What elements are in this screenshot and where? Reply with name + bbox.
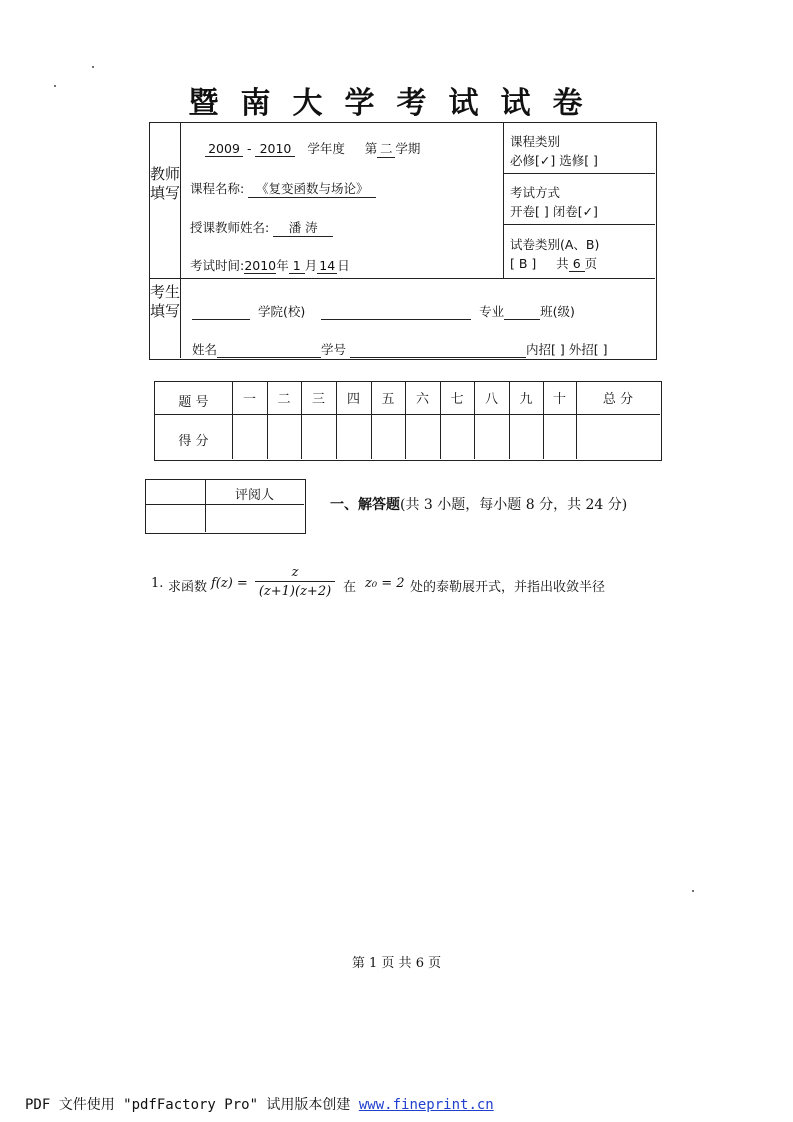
teacher-line	[190, 218, 333, 237]
course-type-label: 课程类别	[510, 134, 561, 149]
day-char: 日	[337, 258, 350, 273]
teacher-value: 潘 涛	[273, 218, 333, 237]
academic-year-line	[205, 139, 420, 158]
class-label: 班(级)	[540, 304, 575, 319]
grader-box	[145, 479, 306, 534]
paper-type-label: 试卷类别(A、B)	[510, 237, 600, 252]
name-line	[192, 340, 607, 358]
watermark-link[interactable]: www.fineprint.cn	[358, 1097, 494, 1113]
fraction-denominator: (z+1)(z+2)	[258, 584, 332, 599]
teacher-label: 授课教师姓名:	[190, 220, 270, 235]
month-char: 月	[304, 258, 318, 273]
exam-year: 2010	[244, 258, 277, 273]
score-table	[154, 381, 662, 461]
page-footer: 第 1 页 共 6 页	[351, 956, 442, 971]
exam-time-line	[190, 256, 350, 274]
course-type-options: 必修[✓] 选修[ ]	[510, 153, 598, 168]
course-name-value: 《复变函数与场论》	[248, 179, 376, 198]
question-prefix: 求函数	[168, 580, 208, 595]
fraction-bar	[255, 581, 335, 582]
score-header: 得 分	[178, 434, 209, 449]
section-heading: 一、解答题	[330, 497, 400, 513]
semester-suffix: 学期	[395, 141, 421, 156]
major-label: 专业	[479, 304, 505, 319]
grader-label: 评阅人	[234, 488, 274, 503]
question-number: 1.	[151, 576, 164, 591]
question-column-header: 七	[450, 392, 464, 407]
college-label: 学院(校)	[257, 304, 306, 319]
divider	[150, 278, 655, 279]
year-end: 2010	[255, 141, 295, 157]
course-name-line	[190, 179, 376, 198]
exam-mode-label: 考试方式	[510, 185, 561, 200]
expansion-point: z₀ = 2	[365, 576, 405, 591]
question-suffix: 处的泰勒展开式，并指出收敛半径	[410, 580, 606, 595]
at-word: 在	[343, 580, 357, 595]
question-column-header: 六	[415, 392, 429, 407]
question-number-header: 题 号	[178, 395, 209, 410]
pages-prefix: 共	[556, 256, 569, 271]
exam-time-label: 考试时间:	[190, 258, 245, 273]
question-column-header: 八	[484, 392, 498, 407]
watermark	[25, 1094, 494, 1114]
exam-day: 14	[317, 258, 337, 274]
year-char: 年	[276, 258, 289, 273]
name-label: 姓名	[192, 342, 218, 357]
divider	[146, 504, 304, 505]
year-start: 2009	[205, 141, 243, 157]
paper-type-line	[510, 254, 597, 272]
header-table	[149, 122, 657, 360]
divider	[180, 123, 181, 358]
question-column-header: 二	[277, 392, 291, 407]
year-separator: -	[246, 141, 252, 156]
paper-type-value: [ B ]	[510, 256, 537, 271]
divider	[503, 123, 504, 278]
teacher-side-label: 教师填写	[150, 165, 181, 202]
section-heading-line	[330, 494, 627, 514]
divider	[155, 414, 660, 415]
question-column-header: 三	[311, 392, 325, 407]
divider	[503, 173, 655, 174]
pages-suffix: 页	[584, 256, 598, 271]
exam-title: 暨南大学考试试卷	[188, 86, 605, 121]
admission-options: 内招[ ] 外招[ ]	[526, 342, 608, 357]
semester-value: 二	[377, 139, 395, 158]
section-note: (共 3 小题，每小题 8 分，共 24 分)	[400, 497, 628, 513]
exam-month: 1	[289, 258, 305, 274]
student-side-label: 考生填写	[150, 283, 181, 320]
year-suffix: 学年度	[307, 141, 345, 156]
fraction-numerator: z	[291, 565, 299, 580]
pages-value: 6	[569, 256, 585, 272]
divider	[503, 224, 655, 225]
student-id-label: 学号	[321, 342, 347, 357]
exam-mode-options: 开卷[ ] 闭卷[✓]	[510, 204, 598, 219]
question-column-header: 五	[381, 392, 395, 407]
question-column-header: 四	[346, 392, 360, 407]
watermark-text: PDF 文件使用 "pdfFactory Pro" 试用版本创建	[25, 1097, 359, 1113]
question-column-header: 十	[552, 392, 566, 407]
question-column-header: 一	[242, 392, 256, 407]
course-name-label: 课程名称:	[190, 181, 245, 196]
function-lhs: f(z) =	[211, 576, 248, 591]
total-score-header: 总 分	[602, 392, 634, 407]
college-line	[192, 302, 575, 320]
semester-prefix: 第	[364, 141, 378, 156]
question-column-header: 九	[519, 392, 533, 407]
